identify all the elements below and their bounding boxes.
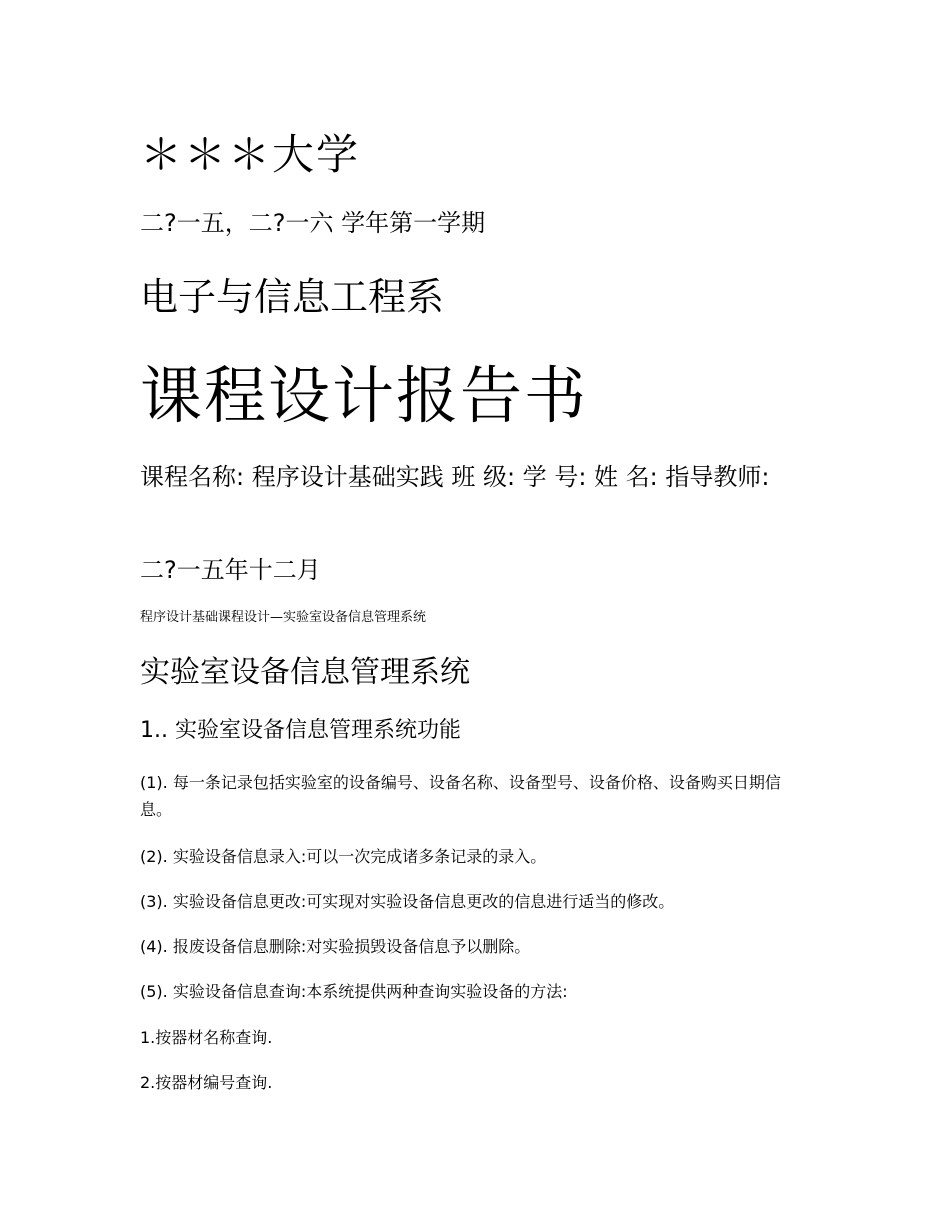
semester-line: 二?一五，二?一六 学年第一学期 [140,209,486,237]
list-item: (2). 实验设备信息录入:可以一次完成诸多条记录的录入。 [140,847,547,866]
sub-list-item: 2.按器材编号查询. [140,1073,273,1092]
report-title: 课程设计报告书 [140,359,589,432]
course-info: 课程名称: 程序设计基础实践 班 级: 学 号: 姓 名: 指导教师: [140,463,770,491]
running-header: 程序设计基础课程设计—实验室设备信息管理系统 [140,610,427,625]
list-item: (1). 每一条记录包括实验室的设备编号、设备名称、设备型号、设备价格、设备购买日期信息。 [140,773,781,819]
university-name: ＊＊＊大学 [140,130,361,179]
list-item: (4). 报废设备信息删除:对实验损毁设备信息予以删除。 [140,937,531,956]
list-item: (3). 实验设备信息更改:可实现对实验设备信息更改的信息进行适当的修改。 [140,892,675,911]
report-date: 二?一五年十二月 [140,556,321,584]
system-title: 实验室设备信息管理系统 [140,655,470,690]
sub-list-item: 1.按器材名称查询. [140,1028,273,1047]
department-name: 电子与信息工程系 [140,275,445,319]
section-heading: 1.. 实验室设备信息管理系统功能 [140,718,461,743]
list-item: (5). 实验设备信息查询:本系统提供两种查询实验设备的方法: [140,982,568,1001]
